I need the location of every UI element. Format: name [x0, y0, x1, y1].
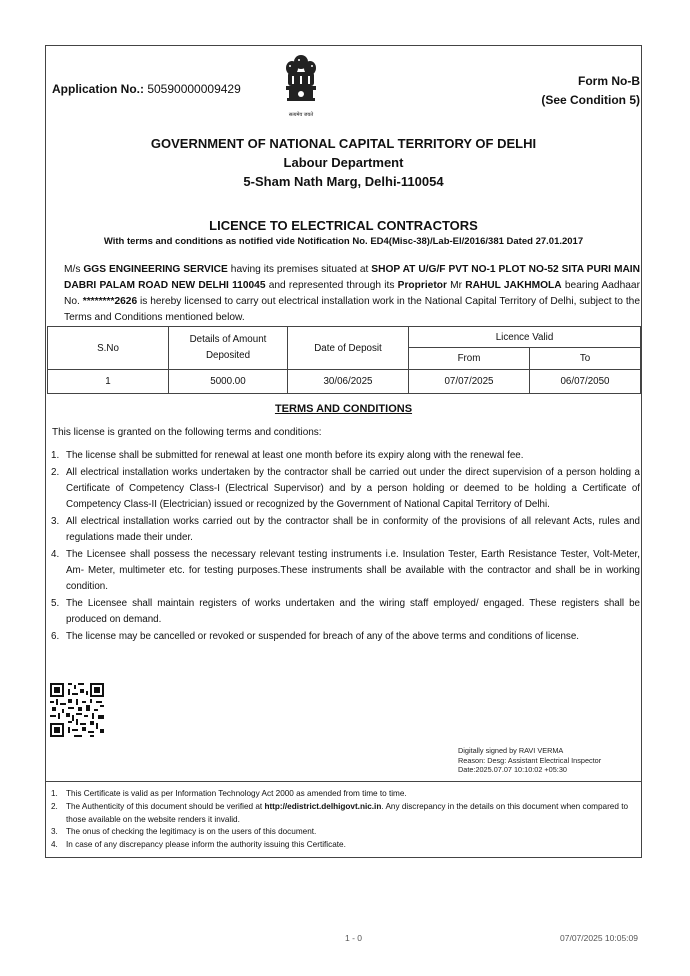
header-sno: S.No — [48, 327, 169, 370]
national-emblem-icon — [278, 52, 324, 116]
government-name: GOVERNMENT OF NATIONAL CAPITAL TERRITORY OF DELHI — [150, 136, 537, 151]
list-item: 1. The license shall be submitted for renewal at least one month before its expiry along with the renewal fee. — [51, 450, 524, 461]
divider — [45, 781, 642, 782]
cell-date: 30/06/2025 — [288, 370, 409, 394]
list-item: 1. This Certificate is valid as per Information Technology Act 2000 as amended from time to time. — [51, 789, 407, 798]
terms-title: TERMS AND CONDITIONS — [274, 403, 413, 415]
list-item: 4. The Licensee shall possess the necessary relevant testing instruments i.e. Insulation Tester, Earth Resistance Tester, Volt-Meter, Am- Meter, multimeter etc. for testing purposes.These instruments shall be available with the contractor and shall be in working condition. — [51, 549, 640, 592]
list-item: 4. In case of any discrepancy please inform the authority issuing this Certificate. — [51, 840, 346, 850]
list-item: 2. All electrical installation works undertaken by the contractor shall be carried out under the direct supervision of a person holding a Certificate of Competency Class-I (Electrical Supervisor) and by a person holding or deemed to be holding a Certificate of Competency Class-II (Electrician) issued or recognized by the Government of National Capital Territory of Delhi. — [51, 467, 640, 510]
digital-signature: Digitally signed by RAVI VERMA Reason: Desg: Assistant Electrical Inspector Date:2025.07.07 10:10:02 +05:30 — [458, 746, 602, 775]
licence-table — [47, 326, 641, 394]
cell-sno: 1 — [48, 370, 169, 394]
list-item: 5. The Licensee shall maintain registers of works undertaken and the wiring staff employed/ engaged. These registers shall be produced on demand. — [51, 598, 640, 625]
header-to: To — [530, 348, 641, 370]
application-number: Application No.: 50590000009429 — [52, 82, 241, 96]
cell-from: 07/07/2025 — [409, 370, 530, 394]
cell-to: 06/07/2050 — [530, 370, 641, 394]
list-item: 6. The license may be cancelled or revoked or suspended for breach of any of the above terms and conditions of license. — [51, 631, 580, 642]
terms-list — [51, 448, 640, 646]
notes-list — [51, 788, 636, 852]
qr-code-icon — [50, 683, 104, 737]
form-number: Form No-B (See Condition 5) — [541, 74, 640, 107]
licence-title: LICENCE TO ELECTRICAL CONTRACTORS — [209, 218, 478, 233]
print-timestamp: 07/07/2025 10:05:09 — [560, 933, 638, 943]
page-number: 1 - 0 — [345, 933, 363, 943]
header-date: Date of Deposit — [288, 327, 409, 370]
department-name: Labour Department — [283, 155, 404, 170]
header-licence-valid: Licence Valid — [409, 327, 641, 348]
header-from: From — [409, 348, 530, 370]
list-item: 3. All electrical installation works carried out by the contractor shall be in conformity of the provisions of all relevant Acts, rules and regulations made their under. — [51, 516, 640, 543]
cell-amount: 5000.00 — [169, 370, 288, 394]
licence-statement: M/s GGS ENGINEERING SERVICE having its premises situated at SHOP AT U/G/F PVT NO-1 PLOT NO-52 SITA PURI MAIN DABRI PALAM ROAD NEW DELHI 110045 and represented through its Proprietor Mr RAHUL JAKHMOLA bearing Aadhaar No. ********2626 is hereby licensed to carry out electrical installation work in the National Capital Territory of Delhi, subject to the Terms and Conditions mentioned below. — [64, 264, 640, 323]
list-item: 2. The Authenticity of this document should be verified at http://edistrict.delhigovt.nic.in. Any discrepancy in the details on this document when compared to those available on the website renders it invalid. — [51, 801, 629, 824]
department-address: 5-Sham Nath Marg, Delhi-110054 — [243, 174, 444, 189]
licence-notification: With terms and conditions as notified vide Notification No. ED4(Misc-38)/Lab-El/2016/381 Dated 27.01.2017 — [103, 236, 584, 247]
authority-block — [45, 134, 642, 191]
list-item: 3. The onus of checking the legitimacy is on the users of this document. — [51, 827, 317, 837]
header-amount: Details of Amount Deposited — [169, 327, 288, 370]
emblem-motto: सत्यमेव जयते — [288, 112, 314, 118]
table-row — [48, 370, 641, 394]
terms-intro: This license is granted on the following terms and conditions: — [52, 427, 322, 438]
verification-link[interactable]: http://edistrict.delhigovt.nic.in — [264, 801, 382, 811]
